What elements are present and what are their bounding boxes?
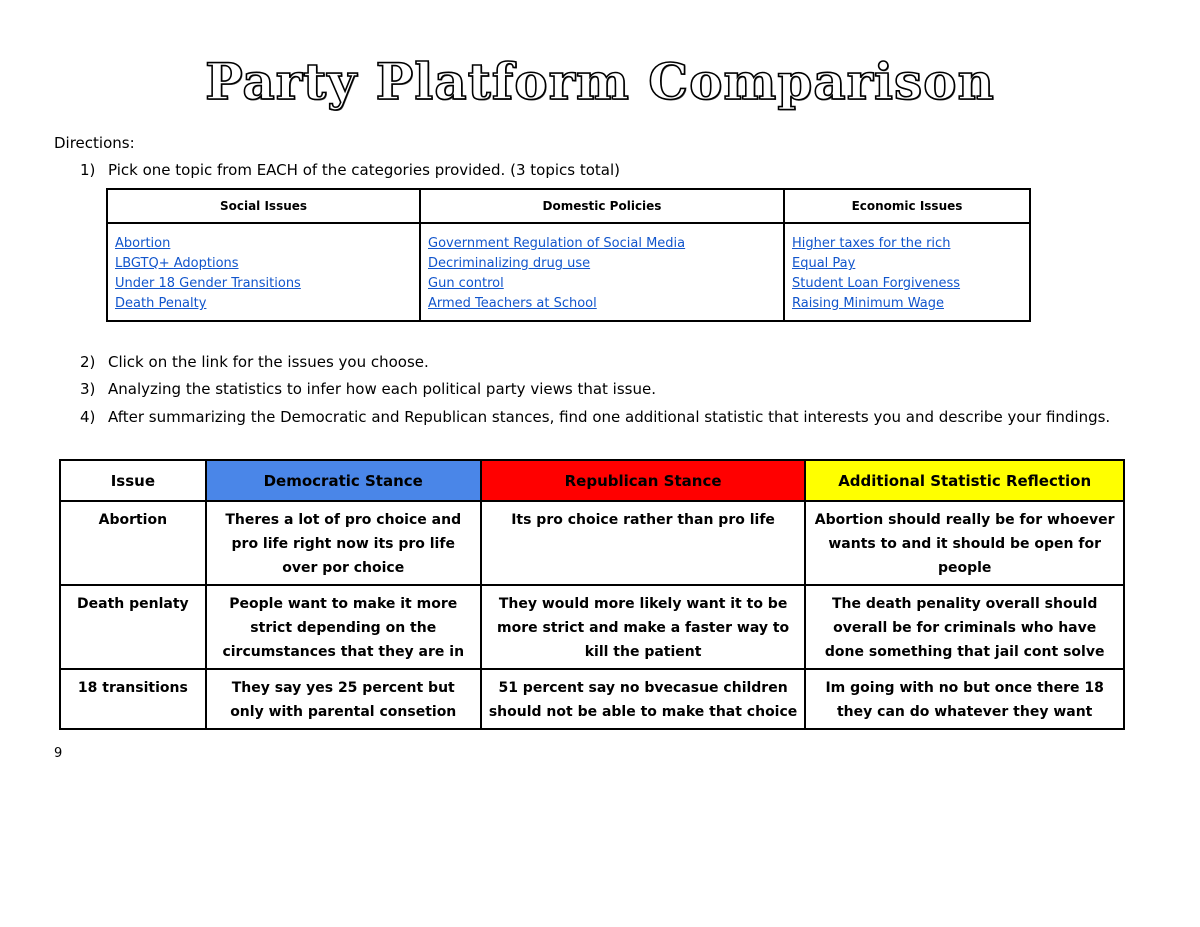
topics-header-domestic: Domestic Policies	[420, 189, 784, 223]
step-number: 1)	[80, 161, 96, 179]
topic-link-higher-taxes[interactable]: Higher taxes for the rich	[792, 236, 951, 251]
direction-step-3	[80, 380, 656, 398]
democratic-cell: People want to make it more strict depending on the circumstances that they are in	[206, 585, 481, 669]
topic-link-lgbtq-adoptions[interactable]: LBGTQ+ Adoptions	[115, 256, 239, 271]
topic-link-gender-transitions[interactable]: Under 18 Gender Transitions	[115, 276, 301, 291]
topic-link-social-media-regulation[interactable]: Government Regulation of Social Media	[428, 236, 686, 251]
democratic-cell: Theres a lot of pro choice and pro life right now its pro life over por choice	[206, 501, 481, 585]
republican-cell: They would more likely want it to be more strict and make a faster way to kill the patient	[481, 585, 806, 669]
step-number: 4)	[80, 408, 96, 426]
topics-header-economic: Economic Issues	[784, 189, 1030, 223]
additional-cell: Im going with no but once there 18 they can do whatever they want	[805, 669, 1124, 729]
direction-step-2	[80, 353, 429, 371]
democratic-cell: They say yes 25 percent but only with parental consetion	[206, 669, 481, 729]
page-title: Party Platform Comparison	[205, 52, 995, 111]
topic-link-equal-pay[interactable]: Equal Pay	[792, 256, 856, 271]
stance-header-additional: Additional Statistic Reflection	[805, 460, 1124, 501]
republican-cell: 51 percent say no bvecasue children should not be able to make that choice	[481, 669, 806, 729]
republican-cell: Its pro choice rather than pro life	[481, 501, 806, 585]
table-row	[60, 501, 1124, 585]
step-number: 2)	[80, 353, 96, 371]
topic-link-student-loan[interactable]: Student Loan Forgiveness	[792, 276, 961, 291]
additional-cell: Abortion should really be for whoever wants to and it should be open for people	[805, 501, 1124, 585]
issue-cell: Death penlaty	[60, 585, 206, 669]
topics-header-social: Social Issues	[107, 189, 420, 223]
topics-column-social	[107, 223, 420, 321]
table-row	[60, 669, 1124, 729]
step-text: Analyzing the statistics to infer how each political party views that issue.	[108, 380, 656, 398]
topic-link-armed-teachers[interactable]: Armed Teachers at School	[428, 296, 597, 311]
additional-cell: The death penality overall should overall be for criminals who have done something that jail cont solve	[805, 585, 1124, 669]
step-number: 3)	[80, 380, 96, 398]
step-text: After summarizing the Democratic and Republican stances, find one additional statistic that interests you and describe your findings.	[108, 408, 1111, 426]
step-text: Pick one topic from EACH of the categories provided. (3 topics total)	[108, 161, 620, 179]
stance-table	[59, 459, 1125, 730]
stance-header-issue: Issue	[60, 460, 206, 501]
topics-column-domestic	[420, 223, 784, 321]
topic-link-decriminalizing-drugs[interactable]: Decriminalizing drug use	[428, 256, 591, 271]
topics-table	[106, 188, 1031, 322]
topic-link-minimum-wage[interactable]: Raising Minimum Wage	[792, 296, 944, 311]
page-number: 9	[54, 746, 63, 761]
topic-link-gun-control[interactable]: Gun control	[428, 276, 504, 291]
stance-header-democratic: Democratic Stance	[206, 460, 481, 501]
issue-cell: 18 transitions	[60, 669, 206, 729]
topic-link-death-penalty[interactable]: Death Penalty	[115, 296, 207, 311]
table-row	[60, 585, 1124, 669]
topic-link-abortion[interactable]: Abortion	[115, 236, 171, 251]
stance-header-republican: Republican Stance	[481, 460, 806, 501]
topics-column-economic	[784, 223, 1030, 321]
issue-cell: Abortion	[60, 501, 206, 585]
directions-label: Directions:	[54, 134, 135, 152]
step-text: Click on the link for the issues you choose.	[108, 353, 429, 371]
direction-step-4	[80, 408, 1110, 426]
direction-step-1	[80, 161, 620, 179]
